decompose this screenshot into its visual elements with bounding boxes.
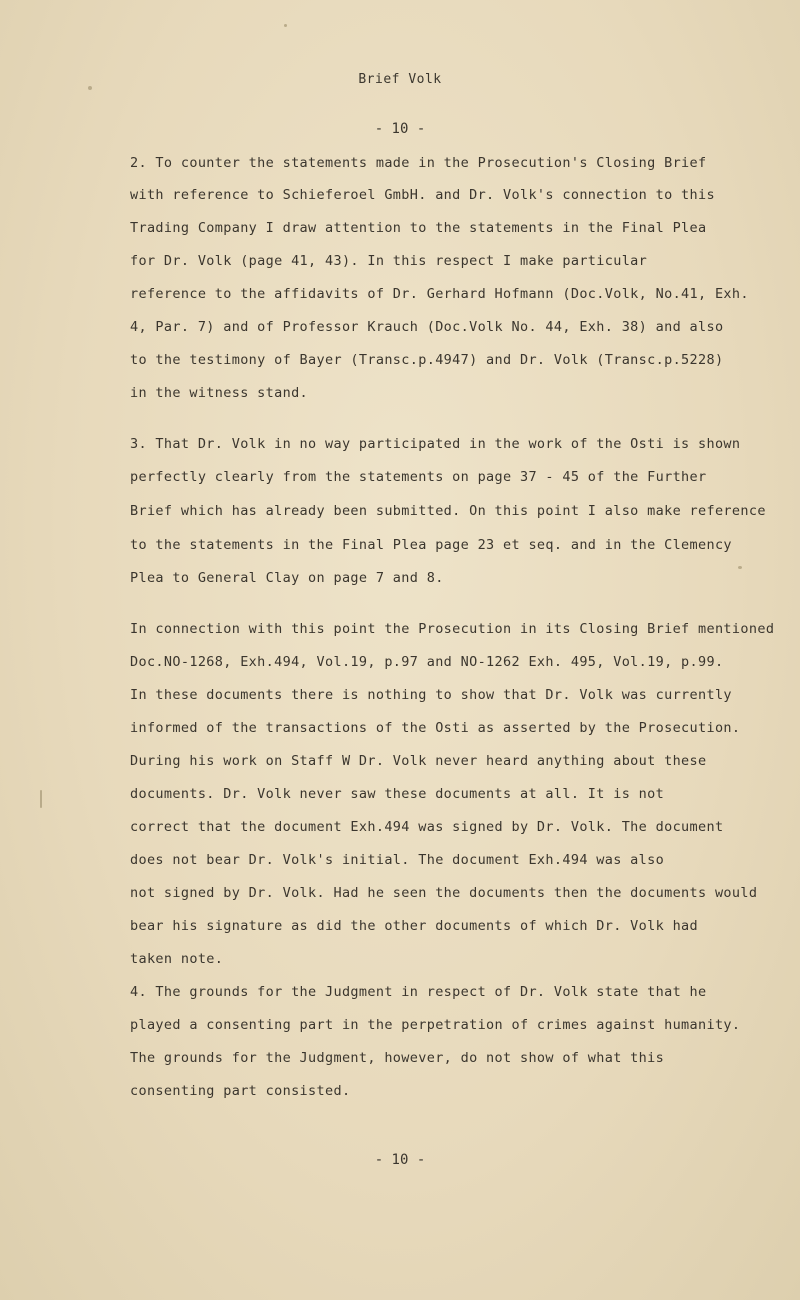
text-line: In connection with this point the Prosecution in its Closing Brief mentioned — [130, 621, 775, 637]
text-line: in the witness stand. — [130, 385, 309, 401]
text-line: Doc.NO-1268, Exh.494, Vol.19, p.97 and NO-1262 Exh. 495, Vol.19, p.99. — [130, 654, 724, 670]
text-line: Plea to General Clay on page 7 and 8. — [130, 570, 444, 586]
text-line: consenting part consisted. — [130, 1083, 351, 1099]
page-number-bottom: - 10 - — [374, 1152, 426, 1168]
text-line: 3. That Dr. Volk in no way participated in the work of the Osti is shown — [130, 436, 741, 452]
text-line: During his work on Staff W Dr. Volk never heard anything about these — [130, 753, 707, 769]
text-line: documents. Dr. Volk never saw these documents at all. It is not — [130, 786, 665, 802]
paper-mark — [40, 790, 42, 808]
text-line: for Dr. Volk (page 41, 43). In this respect I make particular — [130, 253, 648, 269]
text-line: to the statements in the Final Plea page 23 et seq. and in the Clemency — [130, 537, 732, 553]
paper-speck — [88, 86, 92, 90]
text-line: reference to the affidavits of Dr. Gerhard Hofmann (Doc.Volk, No.41, Exh. — [130, 286, 749, 302]
text-line: 4, Par. 7) and of Professor Krauch (Doc.Volk No. 44, Exh. 38) and also — [130, 319, 724, 335]
text-line: bear his signature as did the other documents of which Dr. Volk had — [130, 918, 699, 934]
text-line: does not bear Dr. Volk's initial. The document Exh.494 was also — [130, 852, 665, 868]
text-line: correct that the document Exh.494 was signed by Dr. Volk. The document — [130, 819, 724, 835]
text-line: 4. The grounds for the Judgment in respect of Dr. Volk state that he — [130, 984, 707, 1000]
page-number-top: - 10 - — [374, 121, 426, 137]
paper-speck — [738, 566, 742, 569]
text-line: taken note. — [130, 951, 224, 967]
text-line: Brief which has already been submitted. On this point I also make reference — [130, 503, 766, 519]
text-line: Trading Company I draw attention to the statements in the Final Plea — [130, 220, 707, 236]
text-line: 2. To counter the statements made in the Prosecution's Closing Brief — [130, 155, 707, 171]
text-line: The grounds for the Judgment, however, do not show of what this — [130, 1050, 665, 1066]
text-line: informed of the transactions of the Osti as asserted by the Prosecution. — [130, 720, 741, 736]
text-line: In these documents there is nothing to show that Dr. Volk was currently — [130, 687, 732, 703]
text-line: with reference to Schieferoel GmbH. and Dr. Volk's connection to this — [130, 187, 715, 203]
text-line: not signed by Dr. Volk. Had he seen the documents then the documents would — [130, 885, 758, 901]
paper-speck — [284, 24, 287, 27]
text-line: to the testimony of Bayer (Transc.p.4947) and Dr. Volk (Transc.p.5228) — [130, 352, 724, 368]
text-line: played a consenting part in the perpetration of crimes against humanity. — [130, 1017, 741, 1033]
text-line: perfectly clearly from the statements on page 37 - 45 of the Further — [130, 469, 707, 485]
document-header: Brief Volk — [358, 72, 442, 87]
